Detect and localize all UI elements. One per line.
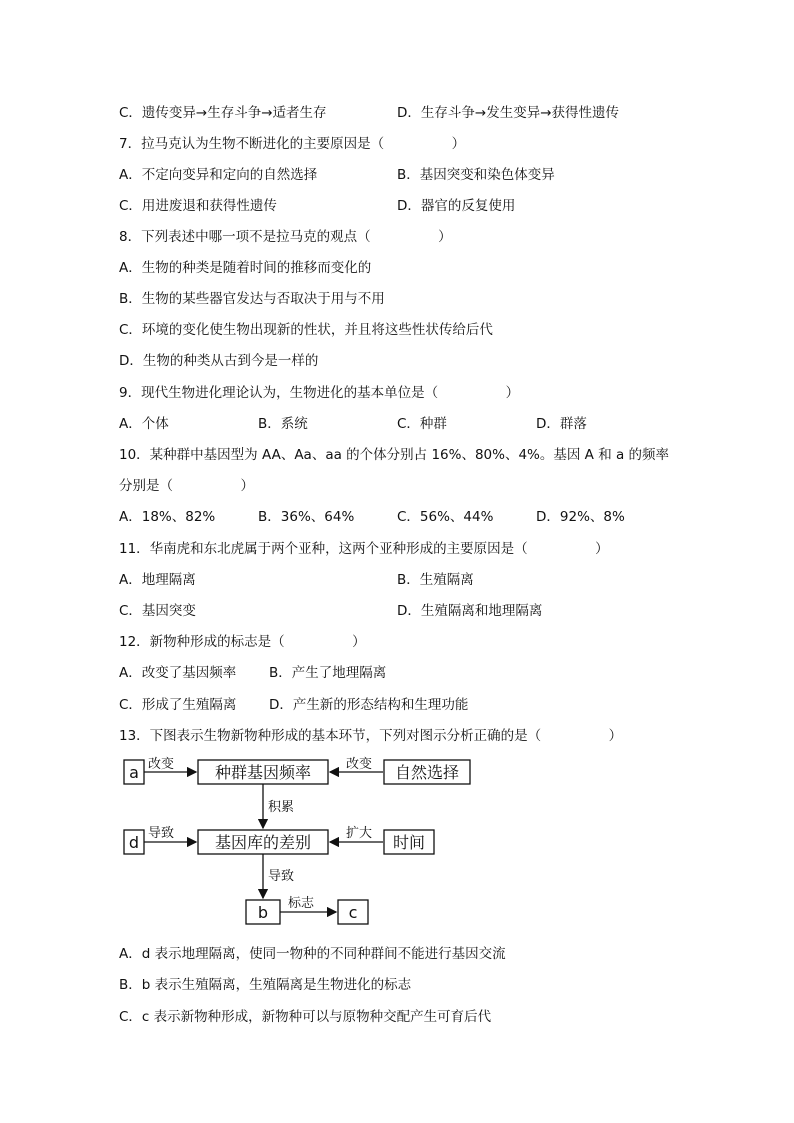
label-expand: 扩大 xyxy=(346,826,373,841)
q11-option-c: C．基因突变 xyxy=(119,603,196,619)
q9-option-c: C．种群 xyxy=(397,416,447,432)
label-change-1: 改变 xyxy=(148,757,175,772)
q7-option-a: A．不定向变异和定向的自然选择 xyxy=(119,167,318,183)
box-natural-selection-label: 自然选择 xyxy=(394,763,460,782)
box-time-label: 时间 xyxy=(392,833,426,852)
q9-option-a: A．个体 xyxy=(119,416,169,432)
box-a-label: a xyxy=(129,763,139,782)
q13-option-b: B．b 表示生殖隔离，生殖隔离是生物进化的标志 xyxy=(119,977,412,993)
q10-option-b: B．36%、64% xyxy=(258,509,355,525)
q6-option-c: C．遗传变异→生存斗争→适者生存 xyxy=(119,105,327,121)
q8-stem: 8．下列表述中哪一项不是拉马克的观点（ ） xyxy=(119,229,452,245)
q10-option-d: D．92%、8% xyxy=(536,509,625,525)
q10-stem-line2: 分别是（ ） xyxy=(119,478,254,494)
q13-option-c: C．c 表示新物种形成，新物种可以与原物种交配产生可育后代 xyxy=(119,1009,492,1025)
q9-option-d: D．群落 xyxy=(536,416,587,432)
label-change-2: 改变 xyxy=(346,757,373,772)
box-pool-diff-label: 基因库的差别 xyxy=(214,833,312,852)
q10-option-c: C．56%、44% xyxy=(397,509,494,525)
box-b-label: b xyxy=(257,903,269,922)
q8-option-d: D．生物的种类从古到今是一样的 xyxy=(119,353,319,369)
q6-option-d: D．生存斗争→发生变异→获得性遗传 xyxy=(397,105,620,121)
q11-option-d: D．生殖隔离和地理隔离 xyxy=(397,603,543,619)
q13-option-a: A．d 表示地理隔离，使同一物种的不同种群间不能进行基因交流 xyxy=(119,946,506,962)
box-c-label: c xyxy=(348,903,358,922)
q11-option-a: A．地理隔离 xyxy=(119,572,196,588)
q7-option-b: B．基因突变和染色体变异 xyxy=(397,167,555,183)
q9-stem: 9．现代生物进化理论认为，生物进化的基本单位是（ ） xyxy=(119,385,520,401)
label-mark: 标志 xyxy=(288,896,315,911)
q8-option-a: A．生物的种类是随着时间的推移而变化的 xyxy=(119,260,372,276)
q8-option-c: C．环境的变化使生物出现新的性状，并且将这些性状传给后代 xyxy=(119,322,493,338)
q12-option-c: C．形成了生殖隔离 xyxy=(119,697,237,713)
q11-option-b: B．生殖隔离 xyxy=(397,572,474,588)
box-pool-freq-label: 种群基因频率 xyxy=(214,763,312,782)
label-lead-1: 导致 xyxy=(148,826,175,841)
q11-stem: 11．华南虎和东北虎属于两个亚种，这两个亚种形成的主要原因是（ ） xyxy=(119,541,609,557)
q12-option-d: D．产生新的形态结构和生理功能 xyxy=(269,697,469,713)
label-accumulate: 积累 xyxy=(268,800,295,815)
speciation-diagram xyxy=(110,752,490,932)
q8-option-b: B．生物的某些器官发达与否取决于用与不用 xyxy=(119,291,385,307)
q12-option-b: B．产生了地理隔离 xyxy=(269,665,387,681)
q12-option-a: A．改变了基因频率 xyxy=(119,665,237,681)
label-lead-2: 导致 xyxy=(268,869,295,884)
q12-stem: 12．新物种形成的标志是（ ） xyxy=(119,634,366,650)
q7-stem: 7．拉马克认为生物不断进化的主要原因是（ ） xyxy=(119,136,466,152)
q7-option-d: D．器官的反复使用 xyxy=(397,198,516,214)
q9-option-b: B．系统 xyxy=(258,416,308,432)
q7-option-c: C．用进废退和获得性遗传 xyxy=(119,198,277,214)
q10-option-a: A．18%、82% xyxy=(119,509,216,525)
q13-stem: 13．下图表示生物新物种形成的基本环节，下列对图示分析正确的是（ ） xyxy=(119,728,623,744)
box-d-label: d xyxy=(128,833,140,852)
q10-stem-line1: 10．某种群中基因型为 AA、Aa、aa 的个体分别占 16%、80%、4%。基因 A 和 a 的频率 xyxy=(119,447,670,463)
